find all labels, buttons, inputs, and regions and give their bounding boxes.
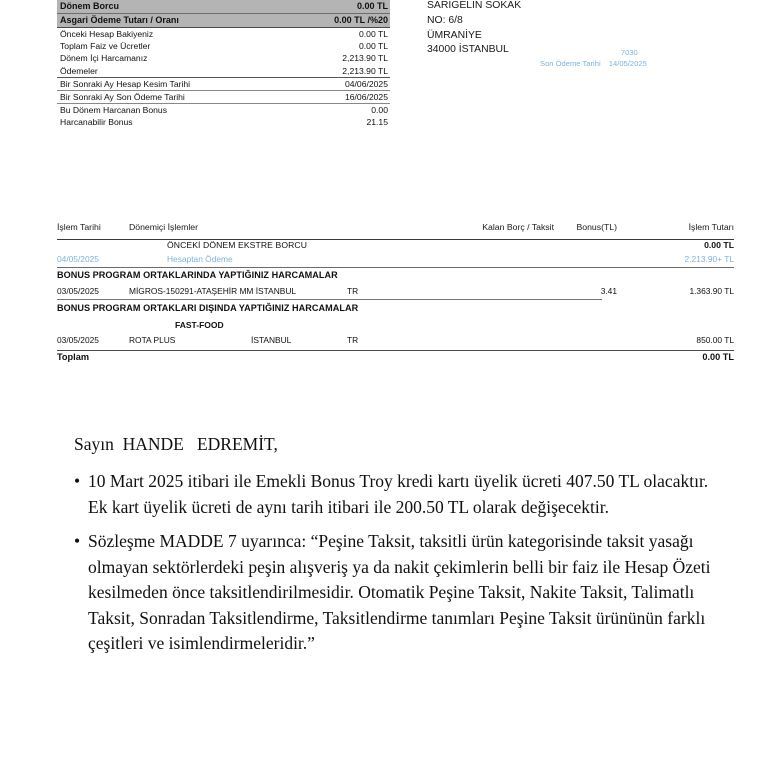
table-row-nonpartner-transaction — [57, 335, 734, 350]
transaction-merchant: MİGROS-150291-ATAŞEHİR MM İSTANBUL — [129, 286, 297, 296]
column-header-description: Dönemiçi İşlemler — [129, 222, 199, 232]
summary-row-next-due-date — [57, 90, 390, 103]
section-title-text: BONUS PROGRAM ORTAKLARINDA YAPTIĞINIZ HARCAMALAR — [57, 270, 338, 280]
summary-row-payments — [57, 65, 390, 77]
summary-label: Asgari Ödeme Tutarı / Oranı — [60, 15, 179, 25]
summary-value: 2,213.90 TL — [342, 53, 388, 64]
summary-value: 16/06/2025 — [344, 92, 388, 103]
summary-label: Dönem İçi Harcamanız — [60, 53, 148, 64]
transaction-date: 03/05/2025 — [57, 335, 99, 345]
summary-label: Harcanabilir Bonus — [60, 117, 133, 128]
summary-row-minimum-payment — [57, 14, 390, 28]
summary-value: 0.00 TL — [359, 41, 388, 52]
total-amount: 0.00 TL — [702, 352, 734, 362]
address-line-street: SARIGELİN SOKAK — [427, 0, 522, 11]
transaction-country: TR — [347, 286, 359, 296]
table-row-partner-transaction — [57, 286, 734, 301]
previous-statement-label: ÖNCEKİ DÖNEM EKSTRE BORCU — [167, 240, 308, 250]
bullet-marker: • — [74, 471, 81, 491]
table-row-total — [57, 350, 734, 366]
section-title-nonpartner-spending — [57, 301, 734, 320]
summary-value: 0.00 TL — [359, 29, 388, 39]
summary-row-bonus-spent — [57, 103, 390, 116]
summary-value: 0.00 TL — [356, 1, 388, 11]
payment-amount: 2.213.90+ TL — [684, 254, 734, 264]
transactions-table — [57, 222, 734, 366]
summary-value: 0.00 TL /%20 — [334, 15, 388, 25]
letter-bullet-2 — [74, 529, 724, 657]
salutation: Sayın HANDE EDREMİT, — [74, 434, 278, 454]
recipient-address — [427, 0, 521, 58]
payment-date: 04/05/2025 — [57, 254, 99, 264]
transactions-header-row — [57, 222, 734, 240]
column-header-bonus: Bonus(TL) — [576, 222, 617, 232]
section-title-text: BONUS PROGRAM ORTAKLARI DIŞINDA YAPTIĞINIZ HARCAMALAR — [57, 303, 359, 313]
summary-label: Bir Sonraki Ay Hesap Kesim Tarihi — [60, 78, 191, 89]
column-header-amount: İşlem Tutarı — [688, 222, 734, 232]
transaction-amount: 850.00 TL — [696, 335, 734, 345]
branch-code: 7030 — [620, 48, 638, 57]
section-title-partner-spending — [57, 268, 734, 286]
transaction-amount: 1.363.90 TL — [689, 286, 734, 296]
column-header-date: İşlem Tarihi — [57, 222, 101, 232]
payment-due-block — [540, 47, 647, 69]
summary-row-available-bonus — [57, 116, 390, 128]
payment-due-label: Son Ödeme Tarihi — [540, 59, 601, 68]
summary-value: 2,213.90 TL — [342, 65, 388, 76]
payment-due-line — [540, 58, 647, 69]
summary-value: 0.00 — [371, 105, 388, 116]
payment-description: Hesaptan Ödeme — [167, 254, 233, 264]
table-row-category-label — [57, 320, 734, 335]
summary-label: Önceki Hesap Bakiyeniz — [60, 29, 154, 39]
summary-label: Dönem Borcu — [60, 1, 120, 11]
account-summary-table — [57, 0, 390, 129]
summary-label: Bir Sonraki Ay Son Ödeme Tarihi — [60, 92, 185, 103]
summary-label: Toplam Faiz ve Ücretler — [60, 41, 151, 52]
summary-row-period-spending — [57, 52, 390, 64]
table-row-previous-statement — [57, 240, 734, 254]
summary-label: Bu Dönem Harcanan Bonus — [60, 105, 168, 116]
letter-bullet-1 — [74, 469, 724, 520]
total-label: Toplam — [57, 352, 89, 362]
summary-row-total-interest-fees — [57, 40, 390, 52]
summary-value: 21.15 — [366, 117, 388, 128]
row-divider — [57, 299, 602, 300]
table-row-account-payment — [57, 254, 734, 268]
bullet-text: 10 Mart 2025 itibari ile Emekli Bonus Troy kredi kartı üyelik ücreti 407.50 TL olacaktır. Ek kart üyelik ücreti de aynı tarih itibari ile 200.50 TL olarak değişecektir. — [88, 471, 709, 517]
category-label: FAST-FOOD — [175, 320, 224, 330]
bullet-marker: • — [74, 531, 81, 551]
letter-body — [74, 432, 724, 666]
summary-label: Ödemeler — [60, 65, 98, 76]
column-header-balance: Kalan Borç / Taksit — [482, 222, 554, 232]
address-line-city: 34000 İSTANBUL — [427, 44, 509, 56]
summary-row-next-statement-date — [57, 77, 390, 90]
transaction-date: 03/05/2025 — [57, 286, 99, 296]
summary-row-period-debt — [57, 0, 390, 14]
bullet-text: Sözleşme MADDE 7 uyarınca: “Peşine Taksit, taksitli ürün kategorisinde taksit yasağı olmayan sektörlerdeki peşin alışveriş ya da nakit çekimlerin belli bir faiz ile Hesap Özeti kesilmeden önce taksitlendirilmesidir. Otomatik Peşine Taksit, Nakite Taksit, Talimatlı Taksit, Sonradan Taksitlendirme, Taksitlendirme tanımları Peşine Taksit ürününün farklı çeşitleri ve isimlendirmeleridir.” — [88, 531, 711, 653]
address-line-district: ÜMRANİYE — [427, 29, 482, 41]
summary-value: 04/06/2025 — [344, 78, 388, 89]
previous-statement-amount: 0.00 TL — [704, 240, 734, 250]
transaction-city: İSTANBUL — [251, 335, 292, 345]
address-line-number: NO: 6/8 — [427, 14, 463, 26]
transaction-country: TR — [347, 335, 359, 345]
payment-due-date: 14/05/2025 — [608, 59, 647, 68]
summary-row-previous-balance — [57, 28, 390, 40]
transaction-bonus: 3.41 — [600, 286, 617, 296]
transaction-merchant: ROTA PLUS — [129, 335, 176, 345]
